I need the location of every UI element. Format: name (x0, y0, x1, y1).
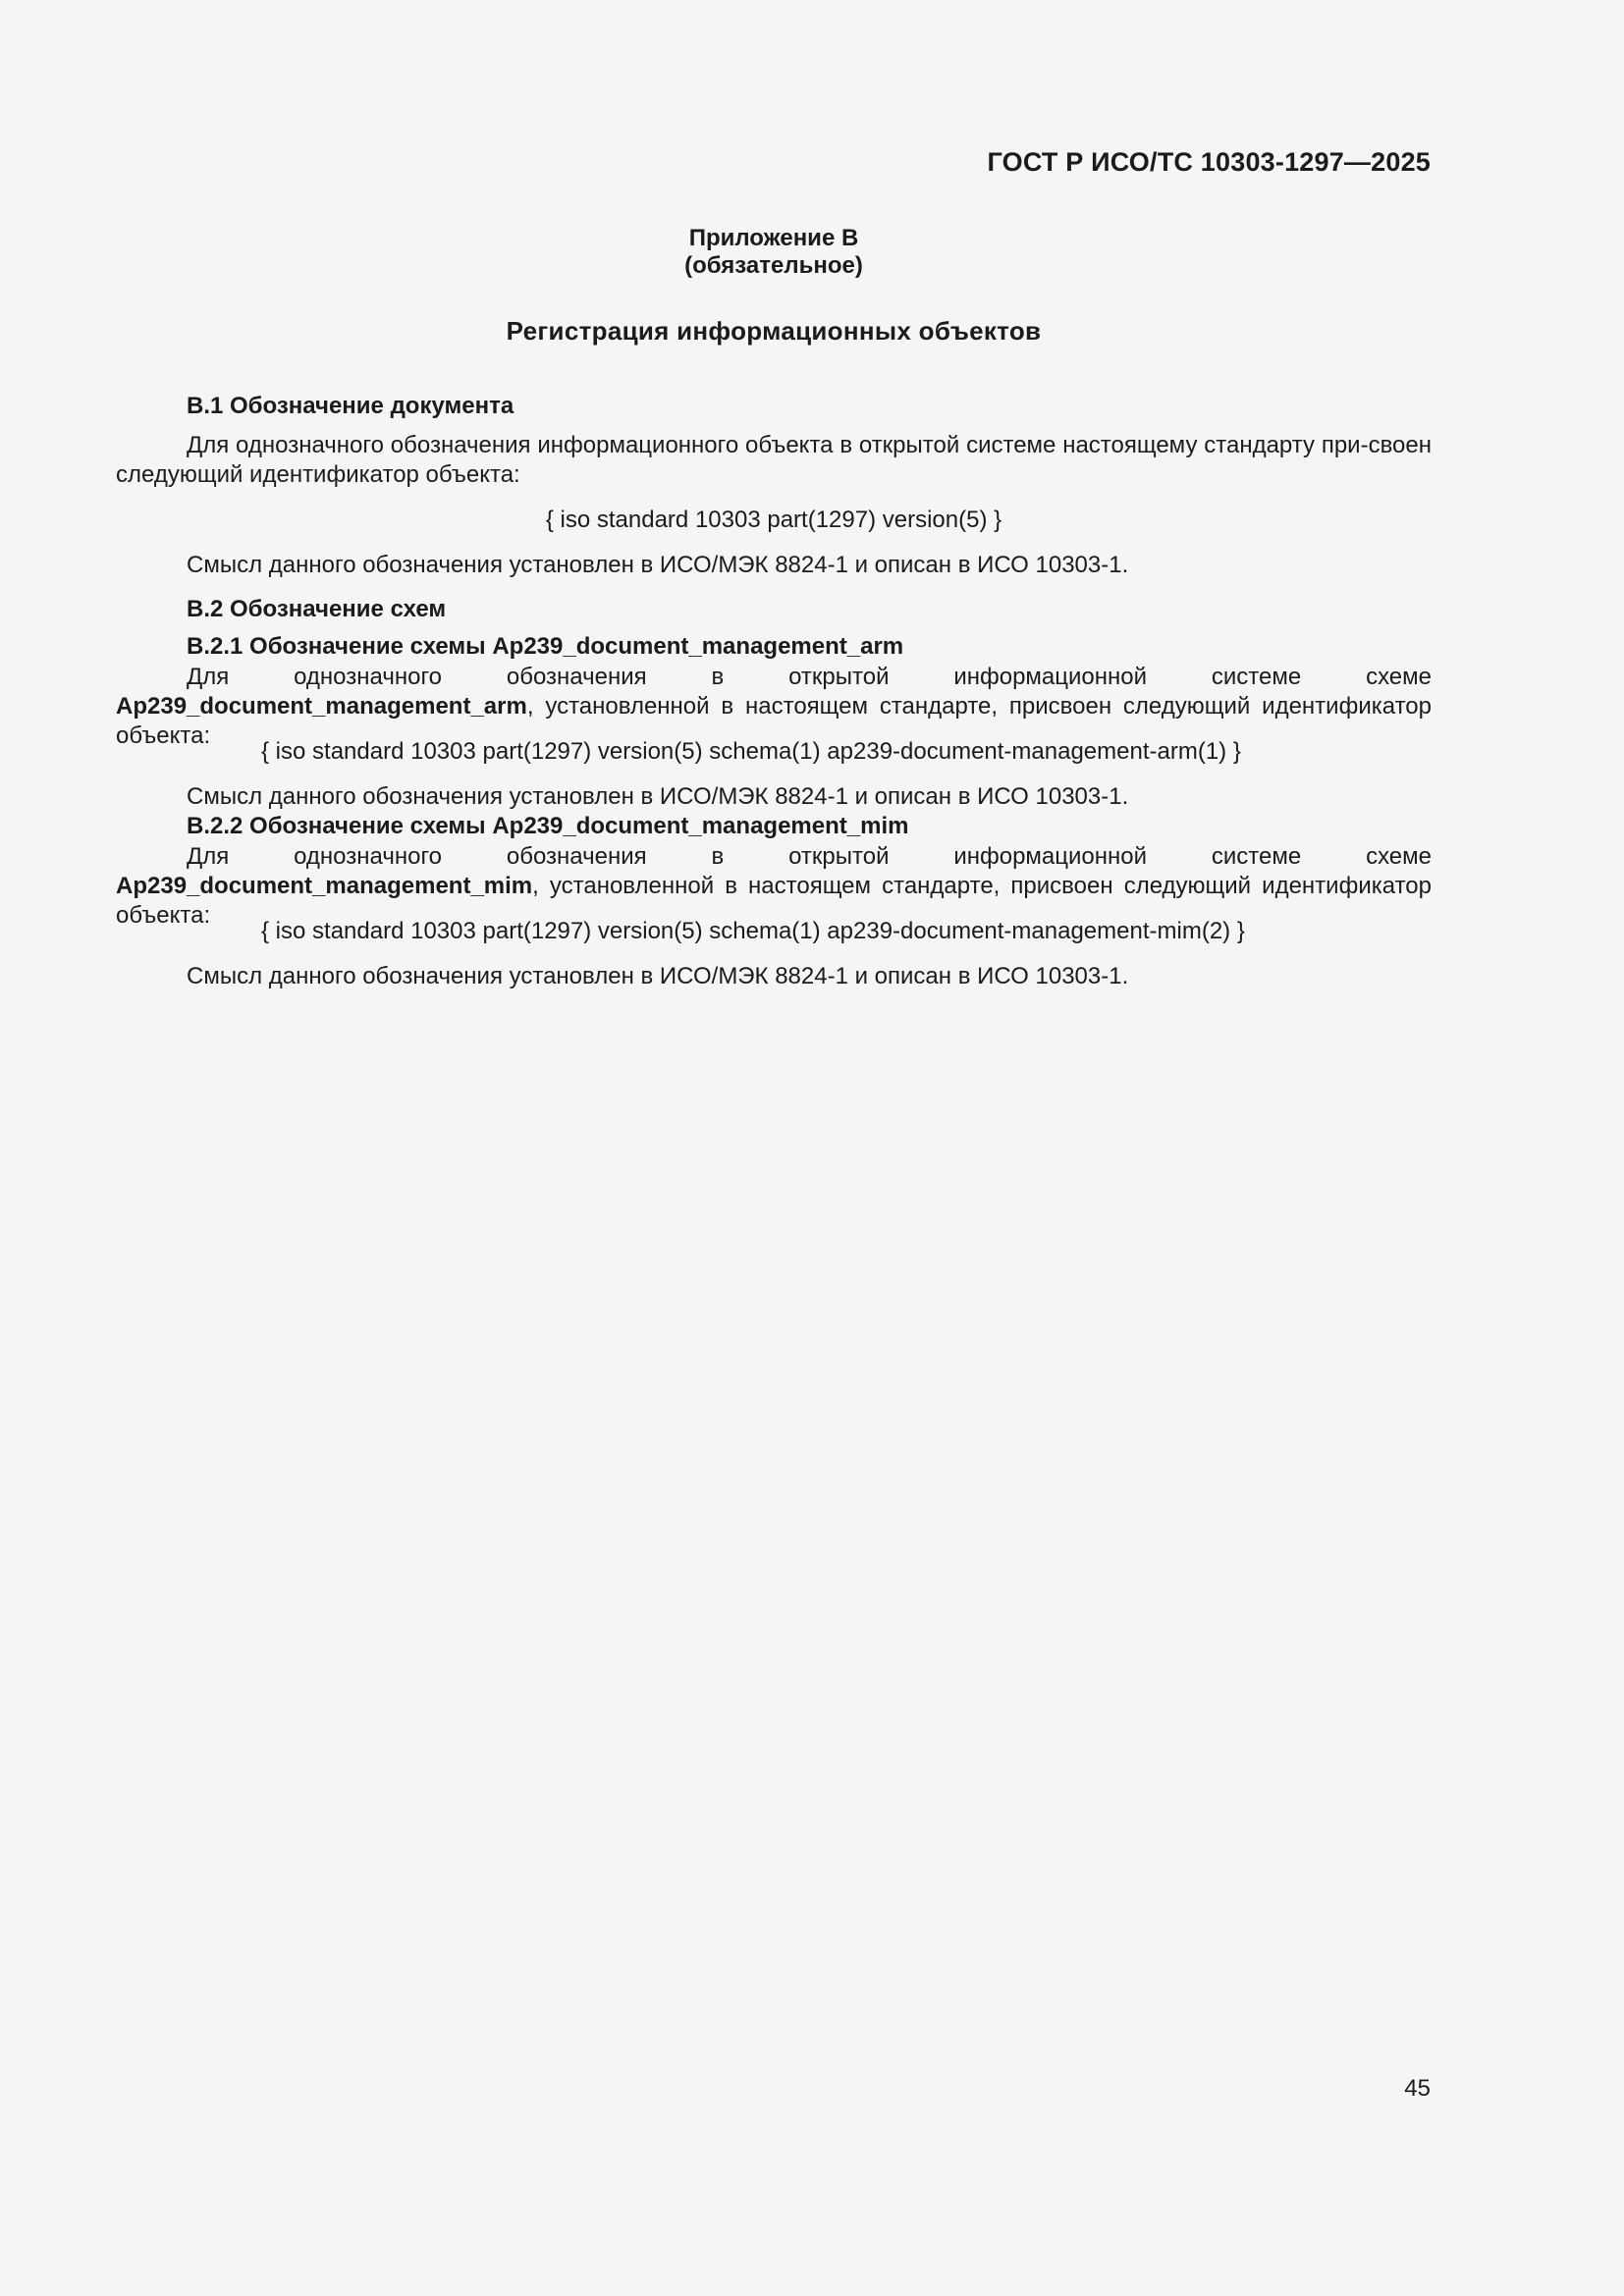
section-b1-note: Смысл данного обозначения установлен в ИСО/МЭК 8824-1 и описан в ИСО 10303-1. (187, 552, 1129, 578)
section-b1-identifier: { iso standard 10303 part(1297) version(5) } (545, 507, 1002, 533)
section-b21-note: Смысл данного обозначения установлен в ИСО/МЭК 8824-1 и описан в ИСО 10303-1. (187, 783, 1129, 810)
section-b1-paragraph: Для однозначного обозначения информационного объекта в открытой системе настоящему стандарту при-своен следующий идентификатор объекта: (116, 432, 1432, 488)
section-b22-paragraph-lead: Для однозначного обозначения в открытой информационной системе схеме (187, 843, 1432, 870)
annex-title-block (116, 225, 1432, 280)
section-b1-heading: В.1 Обозначение документа (187, 393, 514, 419)
section-b21-paragraph-tail: , установленной в настоящем стандарте, присвоен следующий идентификатор объекта: (116, 693, 1432, 749)
section-b21-identifier: { iso standard 10303 part(1297) version(5) schema(1) ap239-document-management-arm(1) } (261, 738, 1241, 765)
section-b2-heading: В.2 Обозначение схем (187, 596, 447, 622)
document-code: ГОСТ Р ИСО/ТС 10303-1297—2025 (987, 147, 1431, 177)
section-b22-schema-name: Ap239_document_management_mim (116, 873, 533, 899)
section-b21-heading: В.2.1 Обозначение схемы Ap239_document_management_arm (187, 633, 904, 660)
annex-heading: Регистрация информационных объектов (506, 316, 1042, 346)
annex-title: Приложение В (688, 225, 859, 251)
section-b22-note: Смысл данного обозначения установлен в ИСО/МЭК 8824-1 и описан в ИСО 10303-1. (187, 963, 1129, 989)
annex-status: (обязательное) (684, 252, 863, 279)
section-b22-paragraph-tail: , установленной в настоящем стандарте, присвоен следующий идентификатор объекта: (116, 873, 1432, 929)
section-b21-paragraph-lead: Для однозначного обозначения в открытой информационной системе схеме (187, 664, 1432, 690)
section-b22-heading: В.2.2 Обозначение схемы Ap239_document_management_mim (187, 813, 909, 839)
section-b22-identifier: { iso standard 10303 part(1297) version(5) schema(1) ap239-document-management-mim(2) } (261, 918, 1245, 944)
section-b21-schema-name: Ap239_document_management_arm (116, 693, 527, 720)
page-number: 45 (1404, 2075, 1431, 2102)
